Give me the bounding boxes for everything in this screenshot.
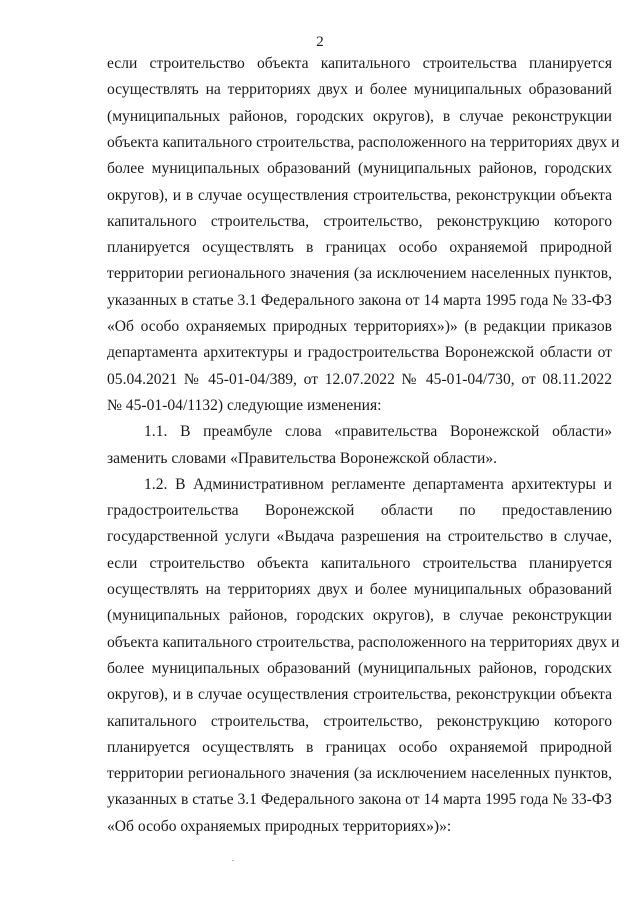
text-line: округов), и в случае осуществления строительства, реконструкции объекта: [107, 186, 612, 204]
text-line: «Об особо охраняемых природных территориях»)»:: [107, 817, 452, 835]
page-number: 2: [316, 34, 324, 50]
text-line: департамента архитектуры и градостроительства Воронежской области от: [107, 344, 612, 362]
text-line: территории регионального значения (за исключением населенных пунктов,: [107, 765, 612, 783]
text-line: (муниципальных районов, городских округов), в случае реконструкции: [107, 607, 612, 625]
text-line: территории регионального значения (за исключением населенных пунктов,: [107, 265, 612, 283]
text-line: осуществлять на территориях двух и более муниципальных образований: [107, 81, 612, 99]
paragraph-1-2-first-line: 1.2. В Административном регламенте департамента архитектуры и: [144, 475, 612, 493]
text-line: № 45-01-04/1132) следующие изменения:: [107, 396, 382, 414]
text-line: округов), и в случае осуществления строительства, реконструкции объекта: [107, 686, 612, 704]
text-line: объекта капитального строительства, расположенного на территориях двух и: [107, 133, 620, 151]
text-line: более муниципальных образований (муниципальных районов, городских: [107, 160, 612, 178]
text-line: заменить словами «Правительства Воронежской области».: [107, 449, 498, 467]
text-line: осуществлять на территориях двух и более муниципальных образований: [107, 581, 612, 598]
text-line: объекта капитального строительства, расположенного на территориях двух и: [107, 633, 620, 651]
scan-artifact: [232, 860, 234, 861]
text-line: если строительство объекта капитального строительства планируется: [107, 554, 612, 572]
text-line: если строительство объекта капитального строительства планируется: [107, 55, 612, 72]
text-line: 05.04.2021 № 45-01-04/389, от 12.07.2022 № 45-01-04/730, от 08.11.2022: [107, 370, 612, 388]
text-line: градостроительства Воронежской области по предоставлению: [107, 502, 612, 520]
text-line: «Об особо охраняемых природных территориях»)» (в редакции приказов: [107, 318, 612, 335]
text-line: планируется осуществлять в границах особо охраняемой природной: [107, 738, 612, 756]
text-line: более муниципальных образований (муниципальных районов, городских: [107, 659, 612, 677]
text-line: указанных в статье 3.1 Федерального закона от 14 марта 1995 года № 33-ФЗ: [107, 291, 612, 309]
text-line: указанных в статье 3.1 Федерального закона от 14 марта 1995 года № 33-ФЗ: [107, 791, 612, 809]
text-line: капитального строительства, строительство, реконструкцию которого: [107, 212, 612, 230]
paragraph-1-1-first-line: 1.1. В преамбуле слова «правительства Воронежской области»: [144, 423, 612, 441]
text-line: капитального строительства, строительство, реконструкцию которого: [107, 712, 612, 730]
text-line: государственной услуги «Выдача разрешения на строительство в случае,: [107, 528, 612, 546]
text-line: планируется осуществлять в границах особо охраняемой природной: [107, 239, 612, 257]
text-line: (муниципальных районов, городских округов), в случае реконструкции: [107, 107, 612, 125]
